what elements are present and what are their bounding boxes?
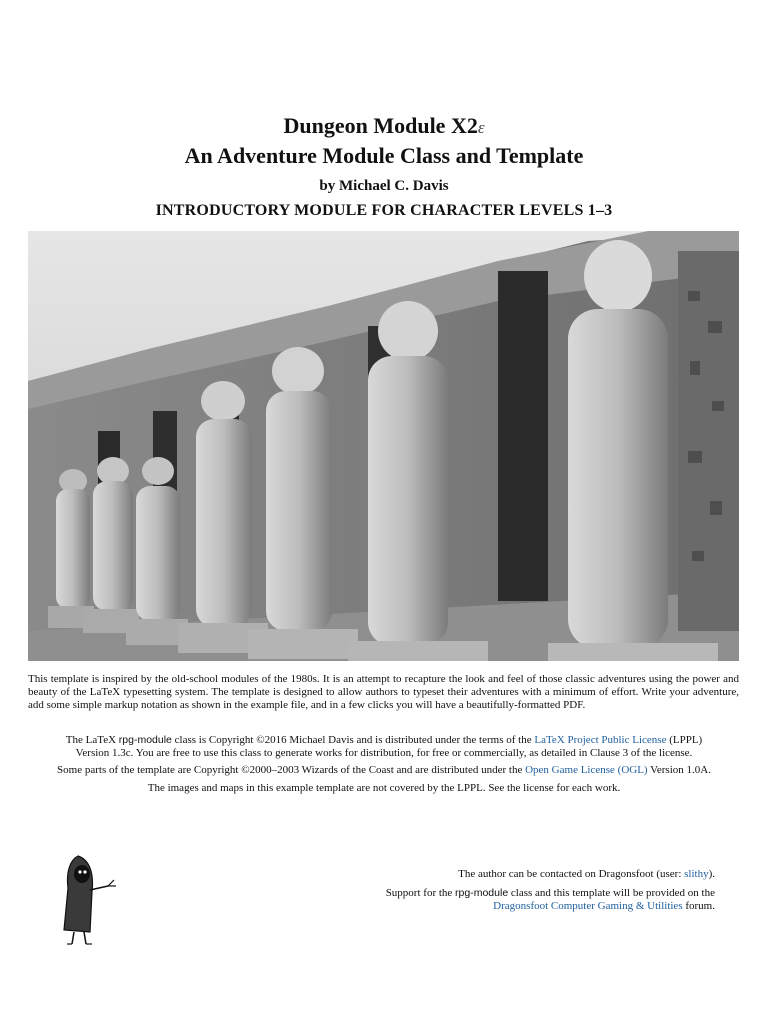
latex-logo: LaTeX <box>89 686 121 699</box>
hooded-figure-illustration <box>56 852 126 948</box>
lppl-link[interactable]: LaTeX Project Public License <box>534 734 667 746</box>
license-paragraph-images: The images and maps in this example template are not covered by the LPPL. See the license for each work. <box>147 781 621 794</box>
intro-text-b: typesetting system. The template is designed to allow authors to typeset their adventures with a minimum of effort. Write your adventure, add some simple markup notation as shown in the example file, and in a few clicks you will have a beautifully-formatted PDF. <box>28 686 739 712</box>
levels-line: INTRODUCTORY MODULE FOR CHARACTER LEVELS 1–3 <box>155 202 613 219</box>
license-paragraph-class <box>50 734 718 760</box>
ogl-link[interactable]: Open Game License (OGL) <box>525 764 648 777</box>
support-text-a: Support for the <box>385 887 456 900</box>
author-line: by Michael C. Davis <box>319 178 449 194</box>
support-text-b: class and this template will be provided on the <box>508 887 715 900</box>
intro-paragraph <box>28 673 739 713</box>
contact-text-b: ). <box>708 868 715 880</box>
user-link[interactable]: slithy <box>684 868 709 880</box>
support-text-c: forum. <box>682 900 715 913</box>
contact-text-a: The author can be contacted on Dragonsfoot (user: <box>458 868 685 880</box>
latex-logo: LaTeX <box>85 734 117 746</box>
forum-link[interactable]: Dragonsfoot Computer Gaming & Utilities <box>493 900 683 913</box>
ogl-text-b: Version 1.0A. <box>647 764 711 777</box>
license-text-d: (LPPL) Version 1.3c. You are free to use this class to generate works for distribution, for free or commercially, as detailed in Clause 3 of the license. <box>75 734 703 760</box>
license-text-a: The <box>65 734 86 746</box>
ogl-text-a: Some parts of the template are Copyright ©2000–2003 Wizards of the Coast and are distributed under the <box>57 764 526 777</box>
support-class-name: rpg-module <box>455 887 509 900</box>
intro-text-a: This template is inspired by the old-school modules of the 1980s. It is an attempt to recapture the look and feel of those classic adventures using the power and beauty of the <box>28 673 739 699</box>
document-title <box>0 112 768 142</box>
support-line <box>330 887 715 913</box>
contact-block <box>330 868 715 920</box>
license-paragraph-ogl <box>50 764 718 777</box>
title-suffix: ε <box>477 118 485 137</box>
document-subtitle: An Adventure Module Class and Template <box>184 143 584 168</box>
cover-photo-statues <box>28 231 739 661</box>
license-text-c: class is Copyright ©2016 Michael Davis and is distributed under the terms of the <box>171 734 535 746</box>
contact-line <box>330 868 715 881</box>
intro-paragraph-block <box>28 673 739 717</box>
title-block <box>0 112 768 221</box>
class-name: rpg-module <box>118 734 172 746</box>
license-block <box>50 734 718 799</box>
title-main: Dungeon Module X2 <box>283 113 478 138</box>
